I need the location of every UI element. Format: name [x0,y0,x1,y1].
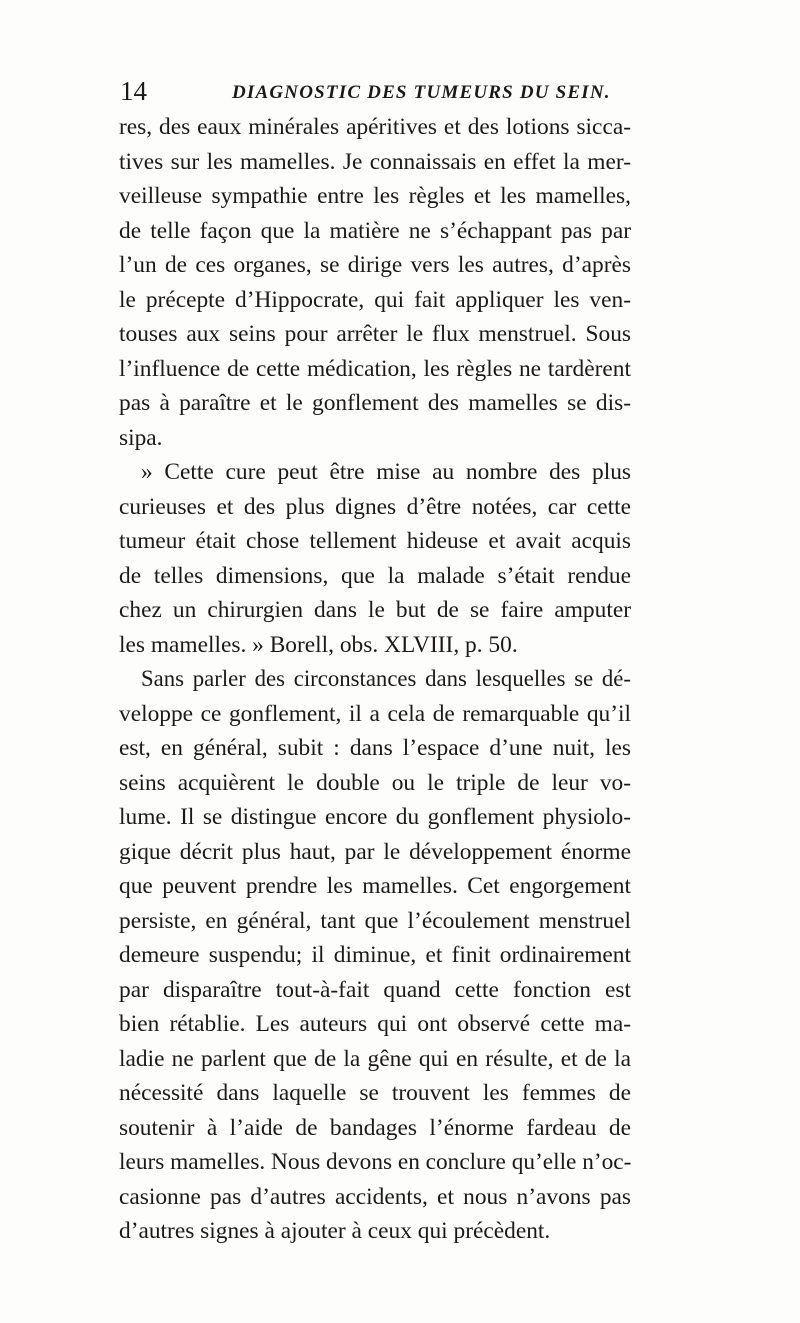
text-line: l’influence de cette médication, les règles ne tardèrent [119,355,631,382]
text-line: sipa. [119,424,163,451]
text-line: l’un de ces organes, se dirige vers les autres, d’après [119,252,631,278]
text-line: tumeur était chose tellement hideuse et avait acquis [119,528,631,554]
text-line: par disparaître tout-à-fait quand cette fonction est [119,976,631,1003]
text-line: le précepte d’Hippocrate, qui fait appliquer les ven- [119,286,631,313]
text-line: pas à paraître et le gonflement des mamelles se dis- [119,390,631,416]
text-line: res, des eaux minérales apéritives et des lotions sicca- [119,114,631,140]
text-line: de telle façon que la matière ne s’échappant pas par [119,217,631,244]
text-line: veloppe ce gonflement, il a cela de remarquable qu’il [119,700,631,727]
text-line: tives sur les mamelles. Je connaissais en effet la mer- [119,148,631,175]
running-head: DIAGNOSTIC DES TUMEURS DU SEIN. [232,82,611,103]
text-line: gique décrit plus haut, par le développement énorme [119,838,631,865]
text-line: demeure suspendu; il diminue, et finit ordinairement [119,942,631,968]
page-header [120,76,640,112]
text-line: que peuvent prendre les mamelles. Cet engorgement [119,873,631,899]
text-line: chez un chirurgien dans le but de se faire amputer [119,597,631,623]
text-line: nécessité dans laquelle se trouvent les femmes de [119,1080,631,1106]
text-line: veilleuse sympathie entre les règles et les mamelles, [119,183,631,209]
text-line: les mamelles. » Borell, obs. XLVIII, p. 50. [119,631,518,658]
text-line: casionne pas d’autres accidents, et nous n’avons pas [119,1183,631,1210]
text-line: de telles dimensions, que la malade s’était rendue [119,562,631,589]
text-line: bien rétablie. Les auteurs qui ont observé cette ma- [119,1011,631,1037]
text-line: persiste, en général, tant que l’écoulement menstruel [119,907,631,934]
text-line: touses aux seins pour arrêter le flux menstruel. Sous [119,321,631,347]
text-line: » Cette cure peut être mise au nombre des plus [141,459,631,485]
page-number: 14 [120,76,147,106]
text-line: Sans parler des circonstances dans lesquelles se dé- [141,666,631,691]
text-line: ladie ne parlent que de la gêne qui en résulte, et de la [119,1045,631,1072]
text-line: est, en général, subit : dans l’espace d’une nuit, les [119,735,631,761]
text-line: leurs mamelles. Nous devons en conclure qu’elle n’oc- [119,1149,632,1175]
text-line: soutenir à l’aide de bandages l’énorme fardeau de [119,1114,631,1141]
text-line: d’autres signes à ajouter à ceux qui précèdent. [119,1218,551,1244]
body-text [119,110,631,1249]
text-line: curieuses et des plus dignes d’être notées, car cette [119,493,631,520]
text-line: seins acquièrent le double ou le triple de leur vo- [119,769,631,796]
text-line: lume. Il se distingue encore du gonflement physiolo- [119,804,631,830]
